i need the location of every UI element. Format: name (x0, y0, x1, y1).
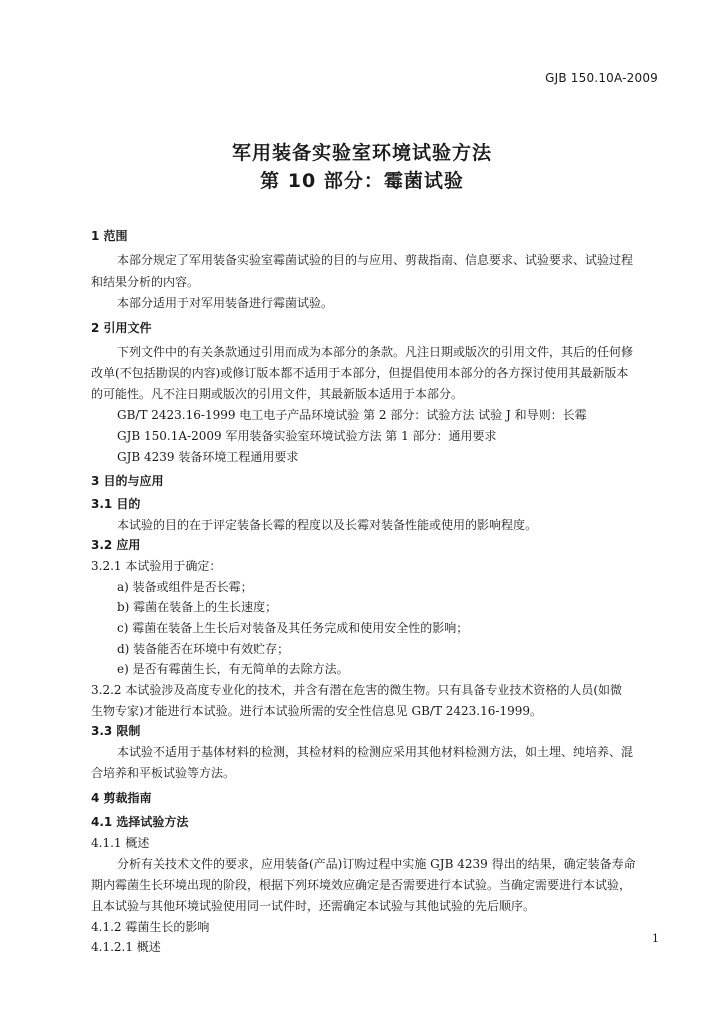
body-line: 期内霉菌生长环境出现的阶段，根据下列环境效应确定是否需要进行本试验。当确定需要进行本试验， (91, 878, 632, 892)
list-item: a) 装备或组件是否长霉； (117, 580, 253, 594)
body-line: 和结果分析的内容。 (91, 275, 200, 289)
section-heading: 2 引用文件 (91, 321, 152, 335)
body-line: 生物专家)才能进行本试验。进行本试验所需的安全性信息见 GB/T 2423.16-1999。 (91, 704, 542, 718)
subsection-heading: 4.1.2.1 概述 (91, 940, 161, 954)
subsection-heading: 4.1.2 霉菌生长的影响 (91, 920, 210, 934)
document-title: 军用装备实验室环境试验方法 (231, 142, 492, 164)
subsection-heading: 3.2 应用 (91, 538, 141, 552)
body-line: 改单(不包括勘误的内容)或修订版本都不适用于本部分，但提倡使用本部分的各方探讨使用其最新版本 (91, 366, 629, 380)
list-item: c) 霉菌在装备上生长后对装备及其任务完成和使用安全性的影响； (117, 621, 469, 635)
body-line: 本部分适用于对军用装备进行霉菌试验。 (117, 296, 334, 310)
list-item: d) 装备能否在环境中有效贮存； (117, 642, 290, 656)
body-line: 合培养和平板试验等方法。 (91, 766, 236, 780)
subsection-heading: 3.1 目的 (91, 497, 141, 511)
body-line: 下列文件中的有关条款通过引用而成为本部分的条款。凡注日期或版次的引用文件，其后的任何修 (117, 345, 634, 359)
body-line: 本部分规定了军用装备实验室霉菌试验的目的与应用、剪裁指南、信息要求、试验要求、试验过程 (117, 253, 634, 267)
subsection-heading: 4.1.1 概述 (91, 836, 150, 850)
section-heading: 1 范围 (91, 229, 128, 243)
body-line: 且本试验与其他环境试验使用同一试件时，还需确定本试验与其他试验的先后顺序。 (91, 899, 536, 913)
list-item: e) 是否有霉菌生长，有无简单的去除方法。 (117, 662, 349, 676)
reference-item: GJB 4239 装备环境工程通用要求 (117, 450, 299, 464)
reference-item: GJB 150.1A-2009 军用装备实验室环境试验方法 第 1 部分：通用要求 (117, 429, 497, 443)
body-line: 3.2.2 本试验涉及高度专业化的技术，并含有潜在危害的微生物。只有具备专业技术资格的人员(如微 (91, 683, 623, 697)
subsection-heading: 3.3 限制 (91, 724, 141, 738)
body-line: 的可能性。凡不注日期或版次的引用文件，其最新版本适用于本部分。 (91, 387, 464, 401)
subsection-heading: 4.1 选择试验方法 (91, 815, 189, 829)
body-line: 分析有关技术文件的要求，应用装备(产品)订购过程中实施 GJB 4239 得出的结果，确定装备寿命 (117, 857, 636, 871)
section-heading: 3 目的与应用 (91, 474, 164, 488)
reference-item: GB/T 2423.16-1999 电工电子产品环境试验 第 2 部分：试验方法 试验 J 和导则：长霉 (117, 408, 587, 422)
list-item: b) 霉菌在装备上的生长速度； (117, 600, 278, 614)
body-line: 3.2.1 本试验用于确定： (91, 559, 222, 573)
document-subtitle: 第 10 部分：霉菌试验 (260, 170, 464, 192)
section-heading: 4 剪裁指南 (91, 791, 152, 805)
page-number: 1 (652, 932, 659, 945)
body-line: 本试验不适用于基体材料的检测，其检材料的检测应采用其他材料检测方法，如土埋、纯培养、混 (117, 745, 634, 759)
body-line: 本试验的目的在于评定装备长霉的程度以及长霉对装备性能或使用的影响程度。 (117, 518, 538, 532)
standard-number: GJB 150.10A-2009 (545, 71, 658, 85)
